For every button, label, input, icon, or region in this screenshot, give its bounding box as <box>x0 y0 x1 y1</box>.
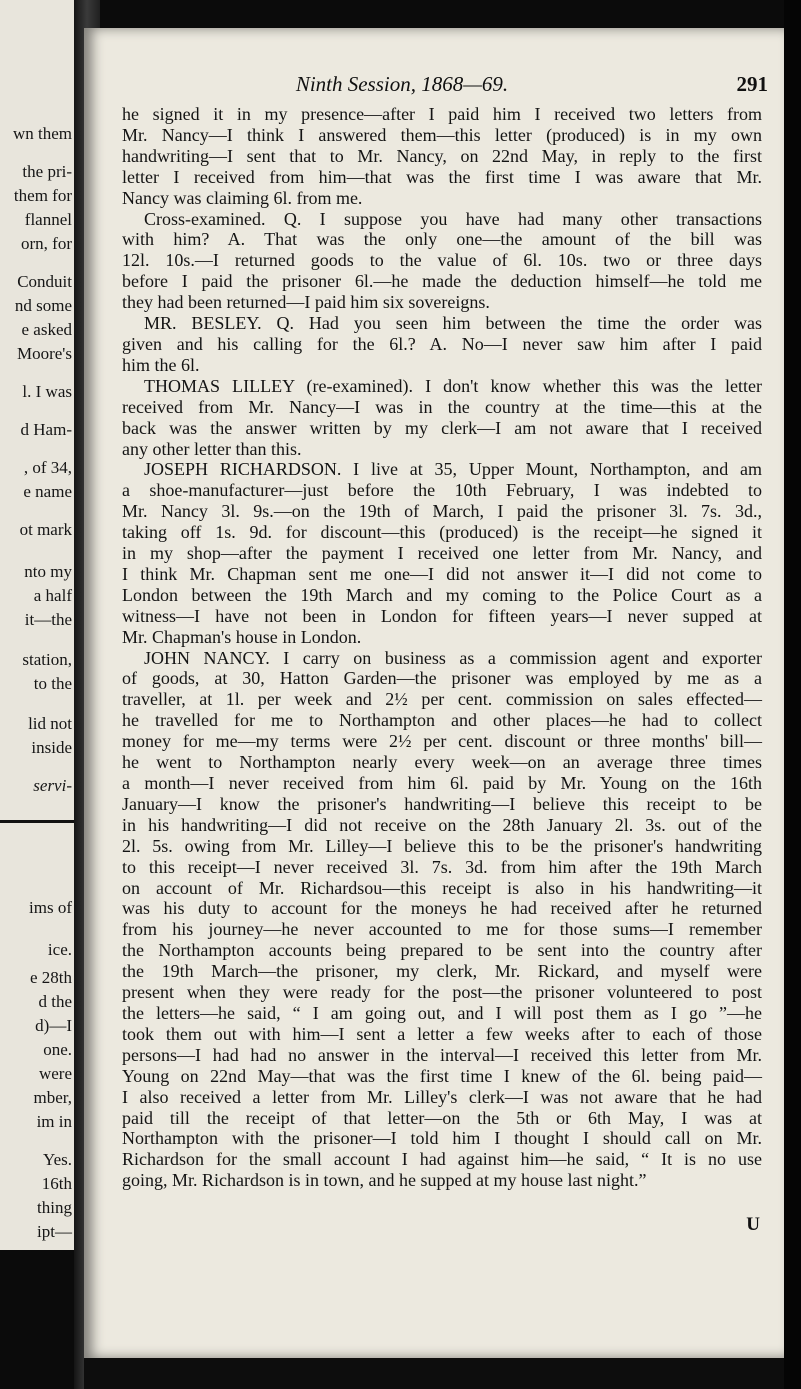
text-line: Cross-examined. Q. I suppose you have had many other transactions <box>144 208 762 229</box>
text-line: Nancy was claiming 6l. from me. <box>122 187 363 208</box>
left-page-fragment: orn, for <box>21 234 72 253</box>
left-page-fragment: d Ham- <box>20 420 72 439</box>
previous-page-edge <box>0 0 77 1250</box>
text-line: the letters—he said, “ I am going out, and I will post them as I go ”—he <box>122 1002 762 1023</box>
text-line: given and his calling for the 6l.? A. No—I never saw him after I paid <box>122 333 762 354</box>
left-page-fragment: nto my <box>24 562 72 581</box>
text-line: London between the 19th March and my coming to the Police Court as a <box>122 584 762 605</box>
text-line: letter I received from him—that was the first time I was aware that Mr. <box>122 166 762 187</box>
text-line: Mr. Nancy—I think I answered them—this letter (produced) is in my own <box>122 124 762 145</box>
left-page-fragment: ims of <box>29 898 72 917</box>
text-line: traveller, at 1l. per week and 2½ per cent. commission on sales effected— <box>122 689 762 710</box>
text-line: money for me—my terms were 2½ per cent. discount or three months' bill— <box>122 731 762 752</box>
text-line: Mr. Chapman's house in London. <box>122 626 362 647</box>
text-line: taking off 1s. 9d. for discount—this (produced) is the receipt—he signed it <box>122 522 762 543</box>
left-page-fragment: e 28th <box>29 968 72 987</box>
right-dark-border <box>784 0 801 1389</box>
text-line: any other letter than this. <box>122 438 302 459</box>
left-page-fragment: ot mark <box>19 520 72 539</box>
text-line: before I paid the prisoner 6l.—he made the deduction himself—he told me <box>122 271 762 292</box>
left-page-fragment: wn them <box>12 124 72 143</box>
book-page <box>84 28 784 1358</box>
text-line: paid till the receipt of that letter—on the 5th or 6th May, I was at <box>122 1107 762 1128</box>
left-page-fragment: ice. <box>47 940 72 959</box>
text-line: JOHN NANCY. I carry on business as a commission agent and exporter <box>144 647 762 668</box>
left-page-fragment: e name <box>23 482 72 501</box>
page-header <box>114 72 770 98</box>
text-line: a month—I never received from him 6l. paid by Mr. Young on the 16th <box>122 773 762 793</box>
left-page-fragment: mber, <box>33 1088 72 1107</box>
text-line: he went to Northampton nearly every week—on an average three times <box>122 752 762 773</box>
text-line: handwriting—I sent that to Mr. Nancy, on 22nd May, in reply to the first <box>122 145 762 166</box>
text-line: a shoe-manufacturer—just before the 10th February, I was indebted to <box>122 480 762 501</box>
text-line: received from Mr. Nancy—I was in the country at the time—this at the <box>122 396 762 417</box>
text-line: Northampton with the prisoner—I told him I thought I should call on Mr. <box>122 1128 762 1149</box>
text-line: persons—I had had no answer in the interval—I received this letter from Mr. <box>122 1044 762 1065</box>
text-line: back was the answer written by my clerk—I am not aware that I received <box>122 417 762 438</box>
left-page-fragment: Moore's <box>16 344 72 363</box>
text-line: going, Mr. Richardson is in town, and he supped at my house last night.” <box>122 1170 647 1191</box>
text-line: January—I know the prisoner's handwriting—I believe this receipt to be <box>122 793 762 814</box>
text-line: was his duty to account for the moneys he had received after he returned <box>122 898 762 919</box>
left-page-fragment: servi- <box>33 776 72 795</box>
text-line: they had been returned—I paid him six sovereigns. <box>122 292 490 313</box>
text-line: Mr. Nancy 3l. 9s.—on the 19th of March, I paid the prisoner 3l. 7s. 3d., <box>122 501 762 522</box>
left-page-fragment: e asked <box>21 320 72 339</box>
text-line: MR. BESLEY. Q. Had you seen him between the time the order was <box>144 313 762 334</box>
left-page-fragment: the pri- <box>22 162 72 181</box>
text-line: in his handwriting—I did not receive on the 28th January 2l. 3s. out of the <box>122 814 762 835</box>
left-page-fragment: to the <box>33 674 72 693</box>
left-page-fragment: a half <box>33 586 72 605</box>
left-page-fragment: them for <box>13 186 72 205</box>
text-line: he travelled for me to Northampton and other places—he had to collect <box>122 710 762 731</box>
left-page-fragment: 16th <box>41 1174 72 1193</box>
running-head: Ninth Session, 1868—69. <box>295 72 509 96</box>
page-bottom-shadow <box>84 1358 784 1389</box>
left-page-fragment: inside <box>31 738 72 757</box>
text-line: with him? A. That was the only one—the amount of the bill was <box>122 229 762 250</box>
text-line: Young on 22nd May—that was the first time I knew of the 6l. being paid— <box>122 1065 762 1086</box>
left-page-fragment: flannel <box>24 210 72 229</box>
left-page-fragment: Conduit <box>17 272 72 291</box>
text-line: witness—I have not been in London for fifteen years—I never supped at <box>122 605 762 626</box>
signature-mark: U <box>746 1214 760 1235</box>
left-page-fragment: l. I was <box>22 382 72 401</box>
left-page-fragment: d)—I <box>35 1016 72 1035</box>
text-line: in my shop—after the payment I received one letter from Mr. Nancy, and <box>122 543 762 564</box>
left-page-fragment: one. <box>43 1040 72 1059</box>
text-line: Richardson for the small account I had against him—he said, “ It is no use <box>122 1149 762 1170</box>
left-page-fragment: nd some <box>14 296 72 315</box>
text-line: JOSEPH RICHARDSON. I live at 35, Upper Mount, Northampton, and am <box>144 459 762 480</box>
text-line: he signed it in my presence—after I paid him I received two letters from <box>122 104 762 124</box>
text-line: on account of Mr. Richardsou—this receipt is also in his handwriting—it <box>122 877 762 898</box>
left-page-rule <box>0 820 74 823</box>
left-page-fragment: im in <box>36 1112 72 1131</box>
text-line: of goods, at 30, Hatton Garden—the prisoner was employed by me as a <box>122 668 762 689</box>
text-line: I think Mr. Chapman sent me one—I did not answer it—I did not come to <box>122 563 762 584</box>
left-page-fragment: Yes. <box>43 1150 72 1169</box>
page-number: 291 <box>736 72 768 96</box>
text-line: him the 6l. <box>122 354 200 375</box>
text-line: THOMAS LILLEY (re-examined). I don't know whether this was the letter <box>144 375 762 396</box>
left-page-fragment: station, <box>22 650 72 669</box>
text-line: the 19th March—the prisoner, my clerk, Mr. Rickard, and myself were <box>122 961 762 982</box>
text-line: present when they were ready for the post—the prisoner volunteered to post <box>122 982 762 1003</box>
body-text <box>122 104 762 1191</box>
text-line: to this receipt—I never received 3l. 7s. 3d. from him after the 19th March <box>122 856 762 877</box>
left-page-fragment: thing <box>37 1198 72 1217</box>
text-line: took them out with him—I sent a letter a few weeks after to each of those <box>122 1023 762 1044</box>
left-page-fragment: lid not <box>28 714 72 733</box>
left-page-fragment: it—the <box>24 610 72 629</box>
text-line: from his journey—he never accounted to me for those sums—I remember <box>122 919 762 940</box>
text-line: I also received a letter from Mr. Lilley's clerk—I was not aware that he had <box>122 1086 762 1107</box>
text-line: 2l. 5s. owing from Mr. Lilley—I believe this to be the prisoner's handwriting <box>122 835 762 856</box>
left-page-fragment: ipt— <box>37 1222 72 1241</box>
left-page-fragment: , of 34, <box>23 458 72 477</box>
left-page-fragment: were <box>38 1064 72 1083</box>
text-line: the Northampton accounts being prepared to be sent into the country after <box>122 940 762 961</box>
left-page-fragment: d the <box>38 992 72 1011</box>
text-line: 12l. 10s.—I returned goods to the value of 6l. 10s. two or three days <box>122 250 762 271</box>
